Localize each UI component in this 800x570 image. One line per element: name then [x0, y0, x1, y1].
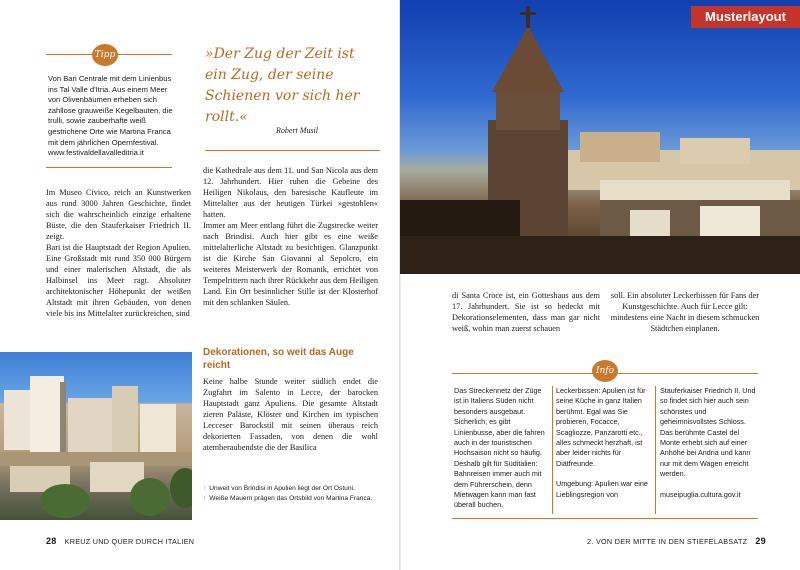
footer-right	[560, 536, 766, 546]
footer-left	[46, 536, 386, 546]
info-divider	[655, 386, 656, 514]
photo-lecce	[400, 0, 800, 274]
paragraph: Bari ist die Hauptstadt der Region Apulien. Eine Großstadt mit rund 350 000 Bürgern und einer malerischen Altstadt, die als Halbinsel ins Meer ragt. Absoluter architektonischer Höhepunkt der weißen Altstadt mit ihren Gebäuden, von denen viele bis ins Mittelalter zurückreichen, sind	[46, 243, 191, 318]
info-badge: Info	[592, 360, 618, 382]
caption-ostuni: ↑ Unweit von Brindisi in Apulien liegt der Ort Ostuni.	[203, 485, 355, 492]
arrow-up-icon: ↑	[203, 494, 207, 502]
photo-captions	[203, 484, 378, 503]
paragraph: Umgebung: Apulien war eine Lieblingsregion von	[556, 479, 648, 499]
website-link: museipuglia.cultura.gov.it	[660, 489, 741, 499]
musterlayout-badge: Musterlayout	[691, 6, 800, 28]
left-column-3: Keine halbe Stunde weiter südlich endet die Zugfahrt im Salento in Lecce, der barocken Hauptstadt ganz Apuliens. Die gesamte Altstadt zieren Paläste, Klöster und Kirchen im typischen Lecceser Barockstil mit seinen überaus reich dekorierten Fassaden, von denen die wohl atemberaubendste die der Basilica	[203, 377, 378, 452]
page-number: 28	[46, 536, 57, 546]
info-column-3	[660, 386, 756, 500]
photo-ostuni	[0, 352, 192, 520]
paragraph: die Kathedrale aus dem 11. und San Nicola aus dem 12. Jahrhundert. Hier ruhen die Gebeine des Heiligen Nikolaus, den baresische Kaufleute im Mittelalter aus der heutigen Türkei »gestohlen« hatten.	[203, 166, 378, 219]
info-column-1: Das Streckennetz der Züge ist in Italiens Süden nicht besonders ausgebaut. Sicherlich, es gibt Linienbusse, aber die fahren auch in der touristischen Hochsaison nicht so häufig. Deshalb gilt für Süditalien: Bahnreisen immer auch mit dem Führerschein, denn Mietwagen kann man fast überall buchen.	[454, 386, 545, 510]
quote-author: Robert Musil	[276, 126, 318, 135]
tipp-text: Von Bari Centrale mit dem Linienbus ins Tal Valle d'Itria. Aus einem Meer von Olivenbäumen erheben sich zahllose grauweiße Kegelbauten, die trulli, sowie zauberhafte weiß gestrichene Orte wie Martina Franca mit dem jährlichen Opernfestival. www.festivaldellavalleditria.it	[48, 74, 173, 158]
paragraph: Leckerbissen: Apulien ist für seine Küche in ganz Italien berühmt. Egal was Sie probieren, Focacce, Scagliozze, Panzarotti etc., alles schmeckt herzhaft, ist aber leider nichts für Diätfreunde.	[556, 386, 646, 468]
arrow-up-icon: ↑	[203, 485, 207, 492]
running-title: 2. VON DER MITTE IN DEN STIEFELABSATZ	[587, 537, 748, 546]
paragraph: Stauferkaiser Friedrich II. Und so findet sich hier auch sein schönstes und geheimnisvollstes Schloss. Das berühmte Castel del Monte erhebt sich auf einer Anhöhe bei Andria und kann nur mit dem Wagen erreicht werden.	[660, 386, 756, 479]
caption-martina-franca: ↑ Weiße Mauern prägen das Ortsbild von Martina Franca.	[203, 494, 373, 502]
paragraph: Im Museo Civico, reich an Kunstwerken aus rund 3000 Jahren Geschichte, findet sich die wahrscheinlich einzige erhaltene Büste, die den Stauferkaiser Friedrich II. zeigt.	[46, 188, 191, 241]
right-column-2: soll. Ein absoluter Leckerbissen für Fans der Kunstgeschichte. Auch für Lecce gilt: mindestens eine Nacht in diesem schmucken Städtchen einplanen.	[610, 291, 760, 333]
page-number: 29	[755, 536, 766, 546]
info-divider	[552, 386, 553, 514]
pull-quote: »Der Zug der Zeit ist ein Zug, der seine Schienen vor sich her rollt.«	[205, 46, 360, 125]
section-heading: Dekorationen, so weit das Auge reicht	[203, 347, 354, 371]
paragraph: Immer am Meer entlang führt die Zugstrecke weiter nach Brindisi. Auch hier gibt es eine weiße mittelalterliche Altstadt zu besichtigen. Glanzpunkt ist die Kirche San Giovanni al Sepolcro, ein weiteres Meisterwerk der Romanik, errichtet von Tempelrittern nach ihrer Rückkehr aus dem Heiligen Land. Ein Ort besinnlicher Stille ist der Klosterhof mit den schlanken Säulen.	[203, 221, 378, 307]
left-column-2	[203, 165, 378, 308]
right-column-1: di Santa Croce ist, ein Gotteshaus aus dem 17. Jahrhundert. Sie ist so bedeckt mit Dekorationselementen, dass man gar nicht weiß, wohin man zuerst schauen	[452, 291, 600, 333]
quote-divider	[205, 150, 380, 151]
tipp-badge: Tipp	[92, 44, 118, 66]
left-column-1	[46, 187, 191, 319]
info-column-2	[556, 386, 652, 500]
running-title: KREUZ UND QUER DURCH ITALIEN	[64, 537, 195, 546]
